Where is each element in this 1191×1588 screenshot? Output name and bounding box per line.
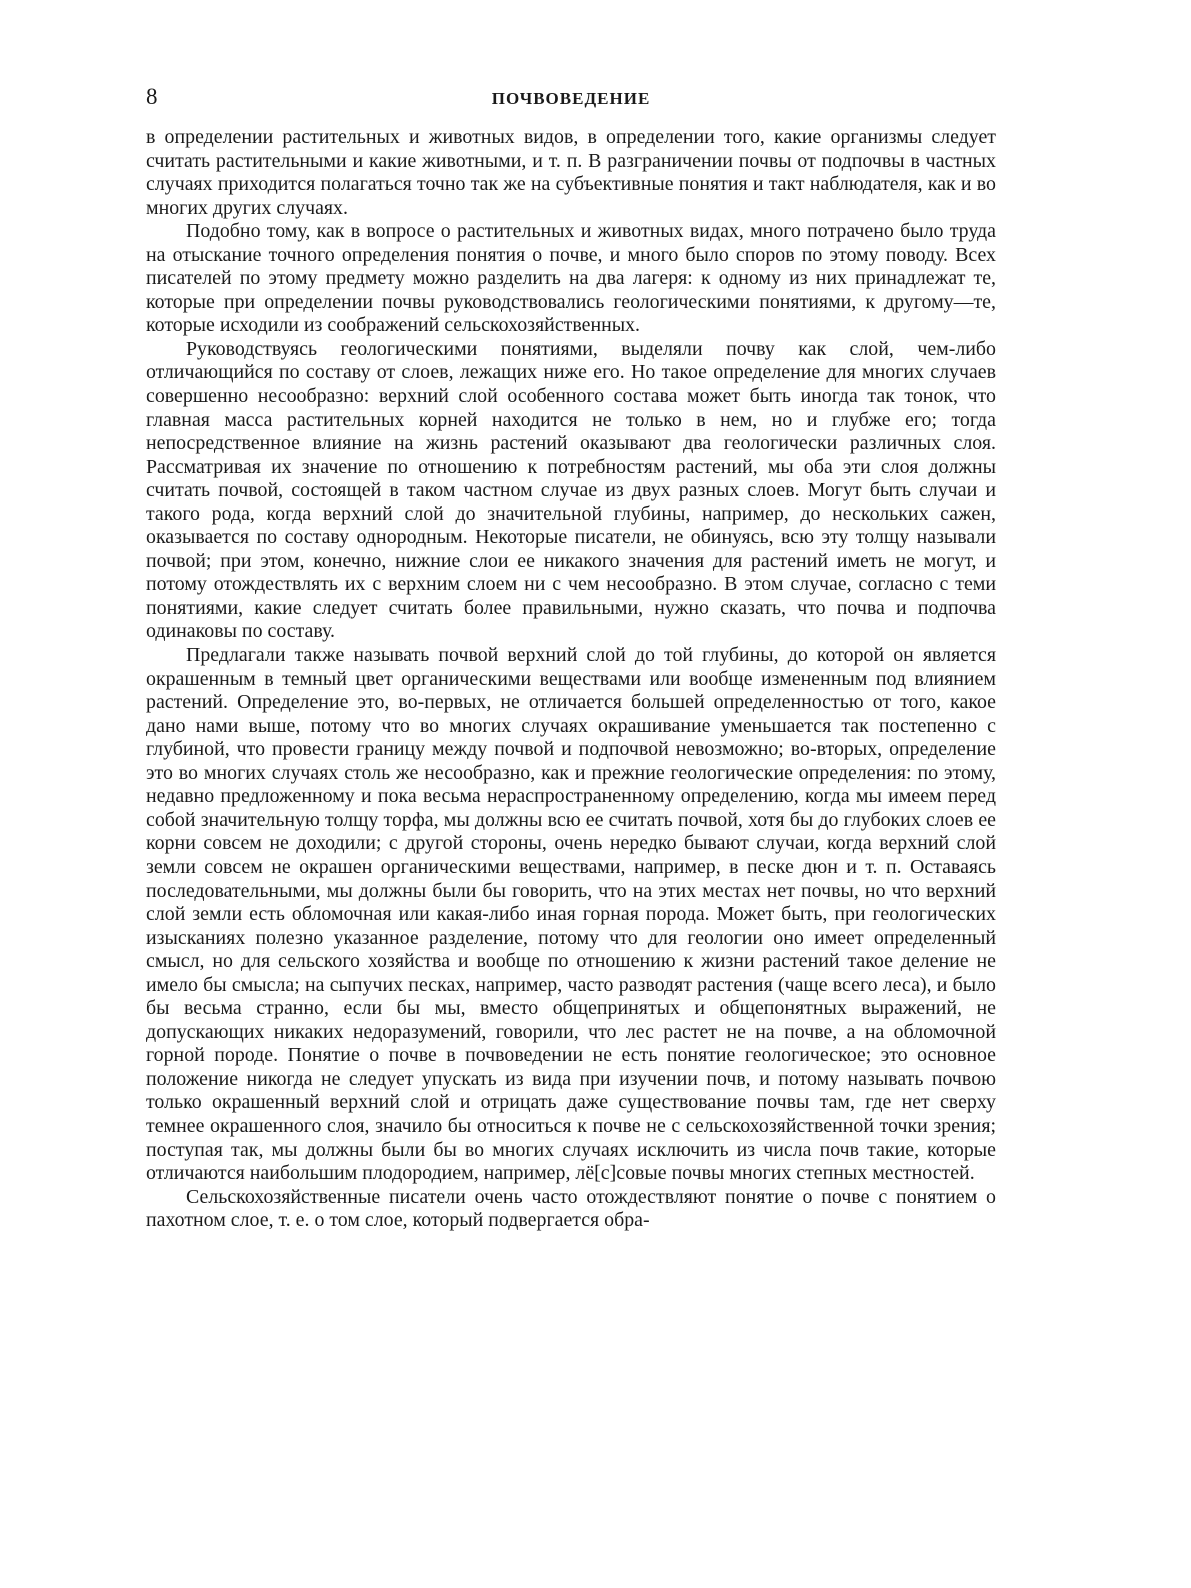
paragraph-continued: в определении растительных и животных видов, в определении того, какие организмы следует считать растительными и какие животными, и т. п. В разграничении почвы от подпочвы в частных случаях приходится полагаться точно так же на субъективные понятия и такт наблюдателя, как и во многих других случаях. <box>146 126 996 219</box>
paragraph: Предлагали также называть почвой верхний слой до той глубины, до которой он является окрашенным в темный цвет органическими веществами или вообще измененным под влиянием растений. Определение это, во-первых, не отличается большей определенностью от того, какое дано нами выше, потому что во многих случаях окрашивание уменьшается так постепенно с глубиной, что провести границу между почвой и подпочвой невозможно; во-вторых, определение это во многих случаях столь же несообразно, как и прежние геологические определения: по этому, недавно предложенному и пока весьма нераспространенному определению, когда мы имеем перед собой значительную толщу торфа, мы должны всю ее считать почвой, хотя бы до глубоких слоев ее корни совсем не доходили; с другой стороны, очень нередко бывают случаи, когда верхний слой земли совсем не окрашен органическими веществами, например, в песке дюн и т. п. Оставаясь последовательными, мы должны были бы говорить, что на этих местах нет почвы, но что верхний слой земли есть обломочная или какая-либо иная горная порода. Может быть, при геологических изысканиях полезно указанное разделение, потому что для геологии оно имеет определенный смысл, но для сельского хозяйства и вообще по отношению к жизни растений такое деление не имело бы смысла; на сыпучих песках, например, часто разводят растения (чаще всего леса), и было бы весьма странно, если бы мы, вместо общепринятых и общепонятных выражений, не допускающих никаких недоразумений, говорили, что лес растет не на почве, а на обломочной горной породе. Понятие о почве в почвоведении не есть понятие геологическое; это основное положение никогда не следует упускать из вида при изучении почв, и потому называть почвою только окрашенный верхний слой и отрицать даже существование почвы там, где нет сверху темнее окрашенного слоя, значило бы относиться к почве не с сельскохозяйственной точки зрения; поступая так, мы должны были бы во многих случаях исключить из числа почв такие, которые отличаются наибольшим плодородием, например, лё[с]совые почвы многих степных местностей. <box>146 644 996 1185</box>
paragraph: Подобно тому, как в вопросе о растительных и животных видах, много потрачено было труда на отыскание точного определения понятия о почве, и много было споров по этому поводу. Всех писателей по этому предмету можно разделить на два лагеря: к одному из них принадлежат те, которые при определении почвы руководствовались геологическими понятиями, к другому—те, которые исходили из соображений сельскохозяйственных. <box>146 220 996 337</box>
body-text <box>146 126 996 1233</box>
book-page <box>146 84 996 1233</box>
paragraph: Сельскохозяйственные писатели очень часто отождествляют понятие о почве с понятием о пахотном слое, т. е. о том слое, который подвергается обра- <box>146 1185 996 1232</box>
page-number: 8 <box>146 84 158 109</box>
running-title: ПОЧВОВЕДЕНИЕ <box>491 89 651 108</box>
running-header <box>146 84 996 114</box>
paragraph: Руководствуясь геологическими понятиями, выделяли почву как слой, чем-либо отличающийся по составу от слоев, лежащих ниже его. Но такое определение для многих случаев совершенно несообразно: верхний слой особенного состава может быть иногда так тонок, что главная масса растительных корней находится не только в нем, но и глубже его; тогда непосредственное влияние на жизнь растений оказывают два геологически различных слоя. Рассматривая их значение по отношению к потребностям растений, мы оба эти слоя должны считать почвой, состоящей в таком частном случае из двух разных слоев. Могут быть случаи и такого рода, когда верхний слой до значительной глубины, например, до нескольких сажен, оказывается по составу однородным. Некоторые писатели, не обинуясь, всю эту толщу называли почвой; при этом, конечно, нижние слои ее никакого значения для растений иметь не могут, и потому отождествлять их с верхним слоем ни с чем несообразно. В этом случае, согласно с теми понятиями, какие следует считать более правильными, нужно сказать, что почва и подпочва одинаковы по составу. <box>146 337 996 643</box>
